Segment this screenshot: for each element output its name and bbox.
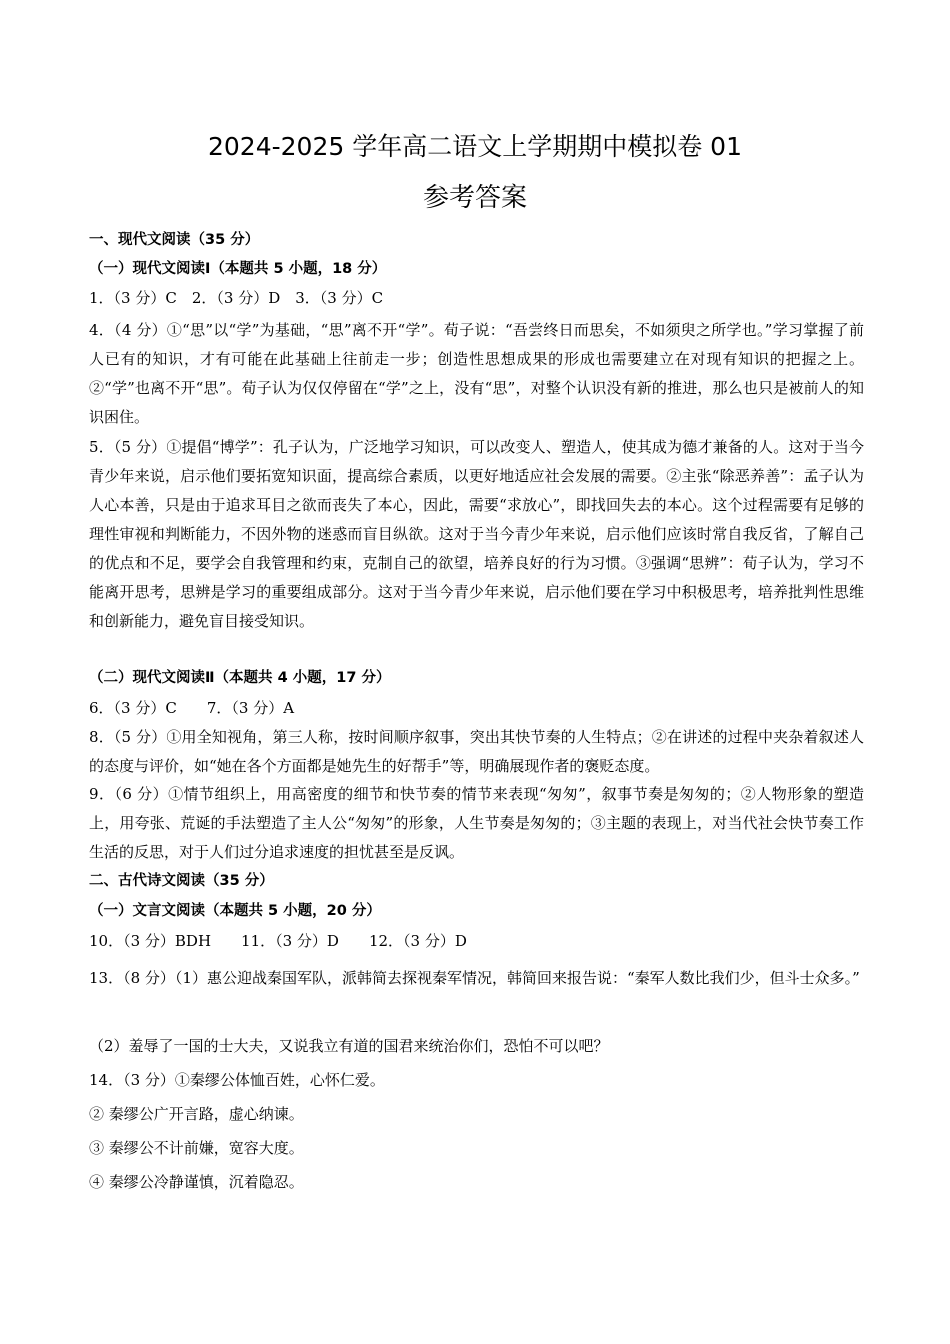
answer-q14-item4: ④ 秦缪公冷静谨慎，沉着隐忍。: [89, 1173, 304, 1191]
answer-q5: 5．（5 分）①提倡“博学”：孔子认为，广泛地学习知识，可以改变人、塑造人，使其成为德才兼备的人。这对于当今青少年来说，启示他们要拓宽知识面，提高综合素质，以更好地适应社会发展的需要。②主张“除恶养善”：孟子认为人心本善，只是由于追求耳目之欲而丧失了本心，因此，需要“求放心”，即找回失去的本心。这个过程需要有足够的理性审视和判断能力，不因外物的迷惑而盲目纵欲。这对于当今青少年来说，启示他们应该时常自我反省，了解自己的优点和不足，要学会自我管理和约束，克制自己的欲望，培养良好的行为习惯。③强调“思辨”：荀子认为，学习不能离开思考，思辨是学习的重要组成部分。这对于当今青少年来说，启示他们要在学习中积极思考，培养批判性思维和创新能力，避免盲目接受知识。: [89, 438, 864, 630]
answer-q4: 4．（4 分）①“思”以“学”为基础，“思”离不开“学”。荀子说：“吾尝终日而思矣，不如须臾之所学也。”学习掌握了前人已有的知识，才有可能在此基础上往前走一步；创造性思想成果的形成也需要建立在对现有知识的把握之上。 ②“学”也离不开“思”。荀子认为仅仅停留在“学”之上，没有“思”，对整个认识没有新的推进，那么也只是被前人的知识困住。: [89, 321, 864, 426]
answer-q14-item3: ③ 秦缪公不计前嫌，宽容大度。: [89, 1139, 304, 1157]
section-heading-classical-reading: 二、古代诗文阅读（35 分）: [89, 873, 274, 889]
answers-q10-12: 10．（3 分）BDH 11．（3 分）D 12．（3 分）D: [89, 932, 467, 950]
page-subtitle: 参考答案: [422, 183, 527, 213]
answer-q8: 8．（5 分）①用全知视角，第三人称，按时间顺序叙事，突出其快节奏的人生特点；②在讲述的过程中夹杂着叙述人的态度与评价，如“她在各个方面都是她先生的好帮手”等，明确展现作者的褒贬态度。: [89, 728, 864, 775]
answer-q9: 9．（6 分）①情节组织上，用高密度的细节和快节奏的情节来表现“匆匆”，叙事节奏是匆匆的；②人物形象的塑造上，用夸张、荒诞的手法塑造了主人公“匆匆”的形象，人生节奏是匆匆的；③主题的表现上，对当代社会快节奏工作生活的反思，对于人们过分追求速度的担忧甚至是反讽。: [89, 785, 864, 861]
answer-q14-item2: ② 秦缪公广开言路，虚心纳谏。: [89, 1105, 304, 1123]
page-title: 2024-2025 学年高二语文上学期期中模拟卷 01: [208, 132, 742, 161]
part-heading-classical-prose: （一）文言文阅读（本题共 5 小题，20 分）: [89, 903, 381, 919]
answer-q13-part1: 13．（8 分）（1）惠公迎战秦国军队，派韩简去探视秦军情况，韩简回来报告说：“秦军人数比我们少，但斗士众多。”: [89, 969, 860, 987]
part-heading-modern-reading-2: （二）现代文阅读Ⅱ（本题共 4 小题，17 分）: [89, 670, 391, 686]
answers-q6-7: 6．（3 分）C 7．（3 分）A: [89, 699, 295, 717]
part-heading-modern-reading-1: （一）现代文阅读Ⅰ（本题共 5 小题，18 分）: [89, 261, 387, 277]
section-heading-modern-reading: 一、现代文阅读（35 分）: [89, 232, 260, 248]
answer-q13-part2: （2）羞辱了一国的士大夫，又说我立有道的国君来统治你们，恐怕不可以吧？: [89, 1037, 609, 1055]
answers-q1-3: 1．（3 分）C 2．（3 分）D 3．（3 分）C: [89, 289, 384, 307]
answer-q14-item1: 14．（3 分）①秦缪公体恤百姓，心怀仁爱。: [89, 1071, 385, 1089]
